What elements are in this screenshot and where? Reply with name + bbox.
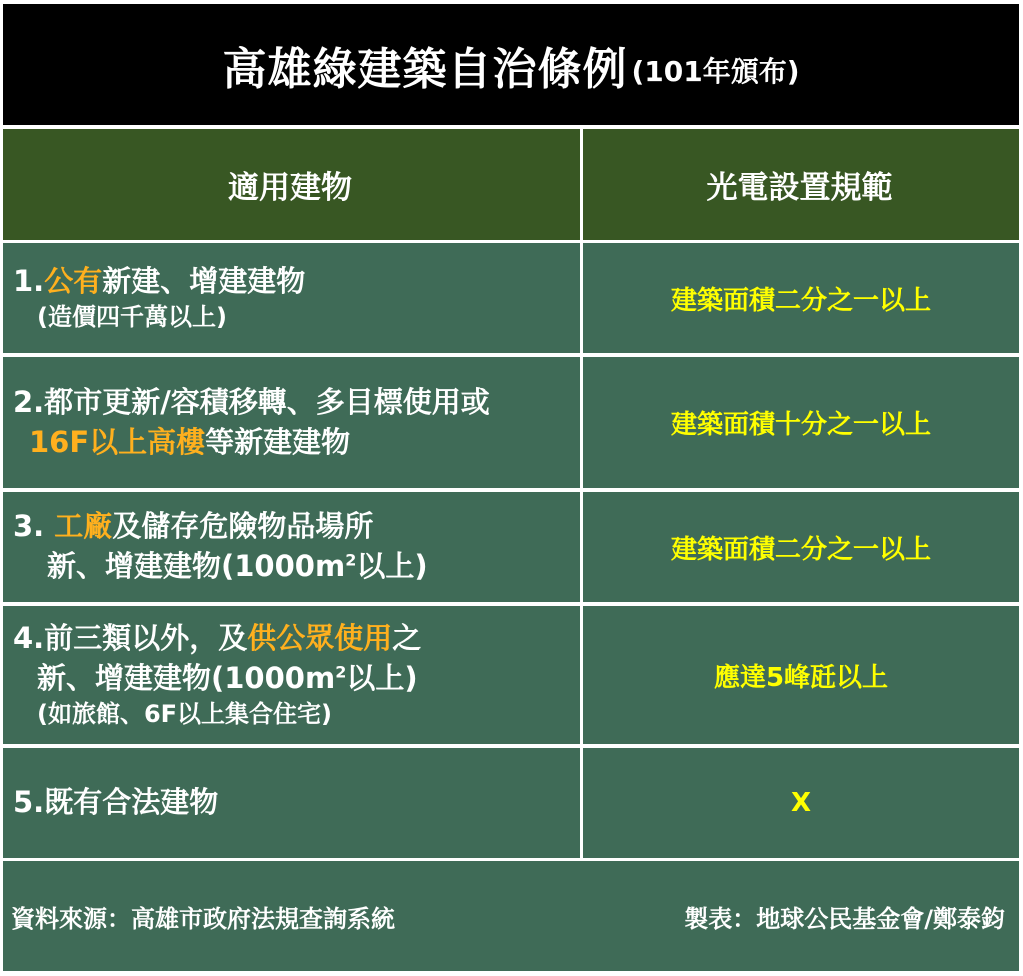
highlight-text: 供公眾使用 <box>247 620 393 655</box>
highlight-text: 16F以上高樓 <box>29 424 206 459</box>
source-note: 資料來源：高雄市政府法規查詢系統 <box>11 905 395 933</box>
building-type-line <box>13 423 573 463</box>
building-type-cell <box>13 243 573 353</box>
header-pv-rules: 光電設置規範 <box>706 170 893 206</box>
building-type-text: 新、增建建物(1000m <box>37 660 336 695</box>
table-row <box>3 243 1019 353</box>
header-applicable-buildings: 適用建物 <box>228 170 352 206</box>
building-type-note: (造價四千萬以上) <box>37 303 227 332</box>
credit-note: 製表：地球公民基金會/鄭泰鈞 <box>684 905 1005 933</box>
table-header <box>3 129 1019 240</box>
pv-rule-cell: 建築面積二分之一以上 <box>670 534 931 565</box>
column-divider <box>580 129 583 240</box>
table-row <box>3 357 1019 488</box>
building-type-line <box>13 507 573 547</box>
highlight-text: 工廠 <box>54 509 113 544</box>
building-type-text: 以上) <box>356 549 428 583</box>
pv-rule-cell: 建築面積二分之一以上 <box>670 285 931 316</box>
building-type-line: 2.都市更新/容積移轉、多目標使用或 <box>13 384 490 419</box>
building-type-line <box>13 659 573 699</box>
footer <box>3 861 1019 971</box>
pv-rule-cell: X <box>790 788 812 818</box>
building-type-cell <box>13 606 573 744</box>
building-type-line <box>13 547 573 587</box>
building-type-text: 新、增建建物(1000m <box>47 549 346 583</box>
table-row <box>3 492 1019 602</box>
title-year-note: (101年頒布) <box>631 54 800 88</box>
building-type-text: 之 <box>392 620 422 655</box>
row-number: 3. <box>13 509 55 544</box>
building-type-cell <box>13 748 573 858</box>
building-type-text: 4.前三類以外，及 <box>13 620 248 655</box>
row-number: 1. <box>13 263 45 298</box>
superscript: 2 <box>335 661 347 681</box>
building-type-line: 5.既有合法建物 <box>13 785 219 820</box>
building-type-text: 等新建建物 <box>205 424 351 459</box>
building-type-line <box>13 619 573 659</box>
table-row <box>3 748 1019 858</box>
building-type-text: 以上) <box>346 660 418 695</box>
building-type-text: 新建、增建建物 <box>102 263 306 298</box>
building-type-note: (如旅館、6F以上集合住宅) <box>37 700 333 729</box>
table-row <box>3 606 1019 744</box>
building-type-line <box>13 262 573 302</box>
building-type-cell <box>13 357 573 488</box>
building-type-text: 及儲存危險物品場所 <box>112 509 374 544</box>
pv-rule-cell: 建築面積十分之一以上 <box>670 410 931 440</box>
pv-rule-cell: 應達5峰瓩以上 <box>713 662 889 693</box>
title-bar <box>3 4 1019 125</box>
building-type-cell <box>13 492 573 602</box>
highlight-text: 公有 <box>44 263 103 298</box>
page-title: 高雄綠建築自治條例 <box>222 43 628 95</box>
superscript: 2 <box>345 550 357 570</box>
